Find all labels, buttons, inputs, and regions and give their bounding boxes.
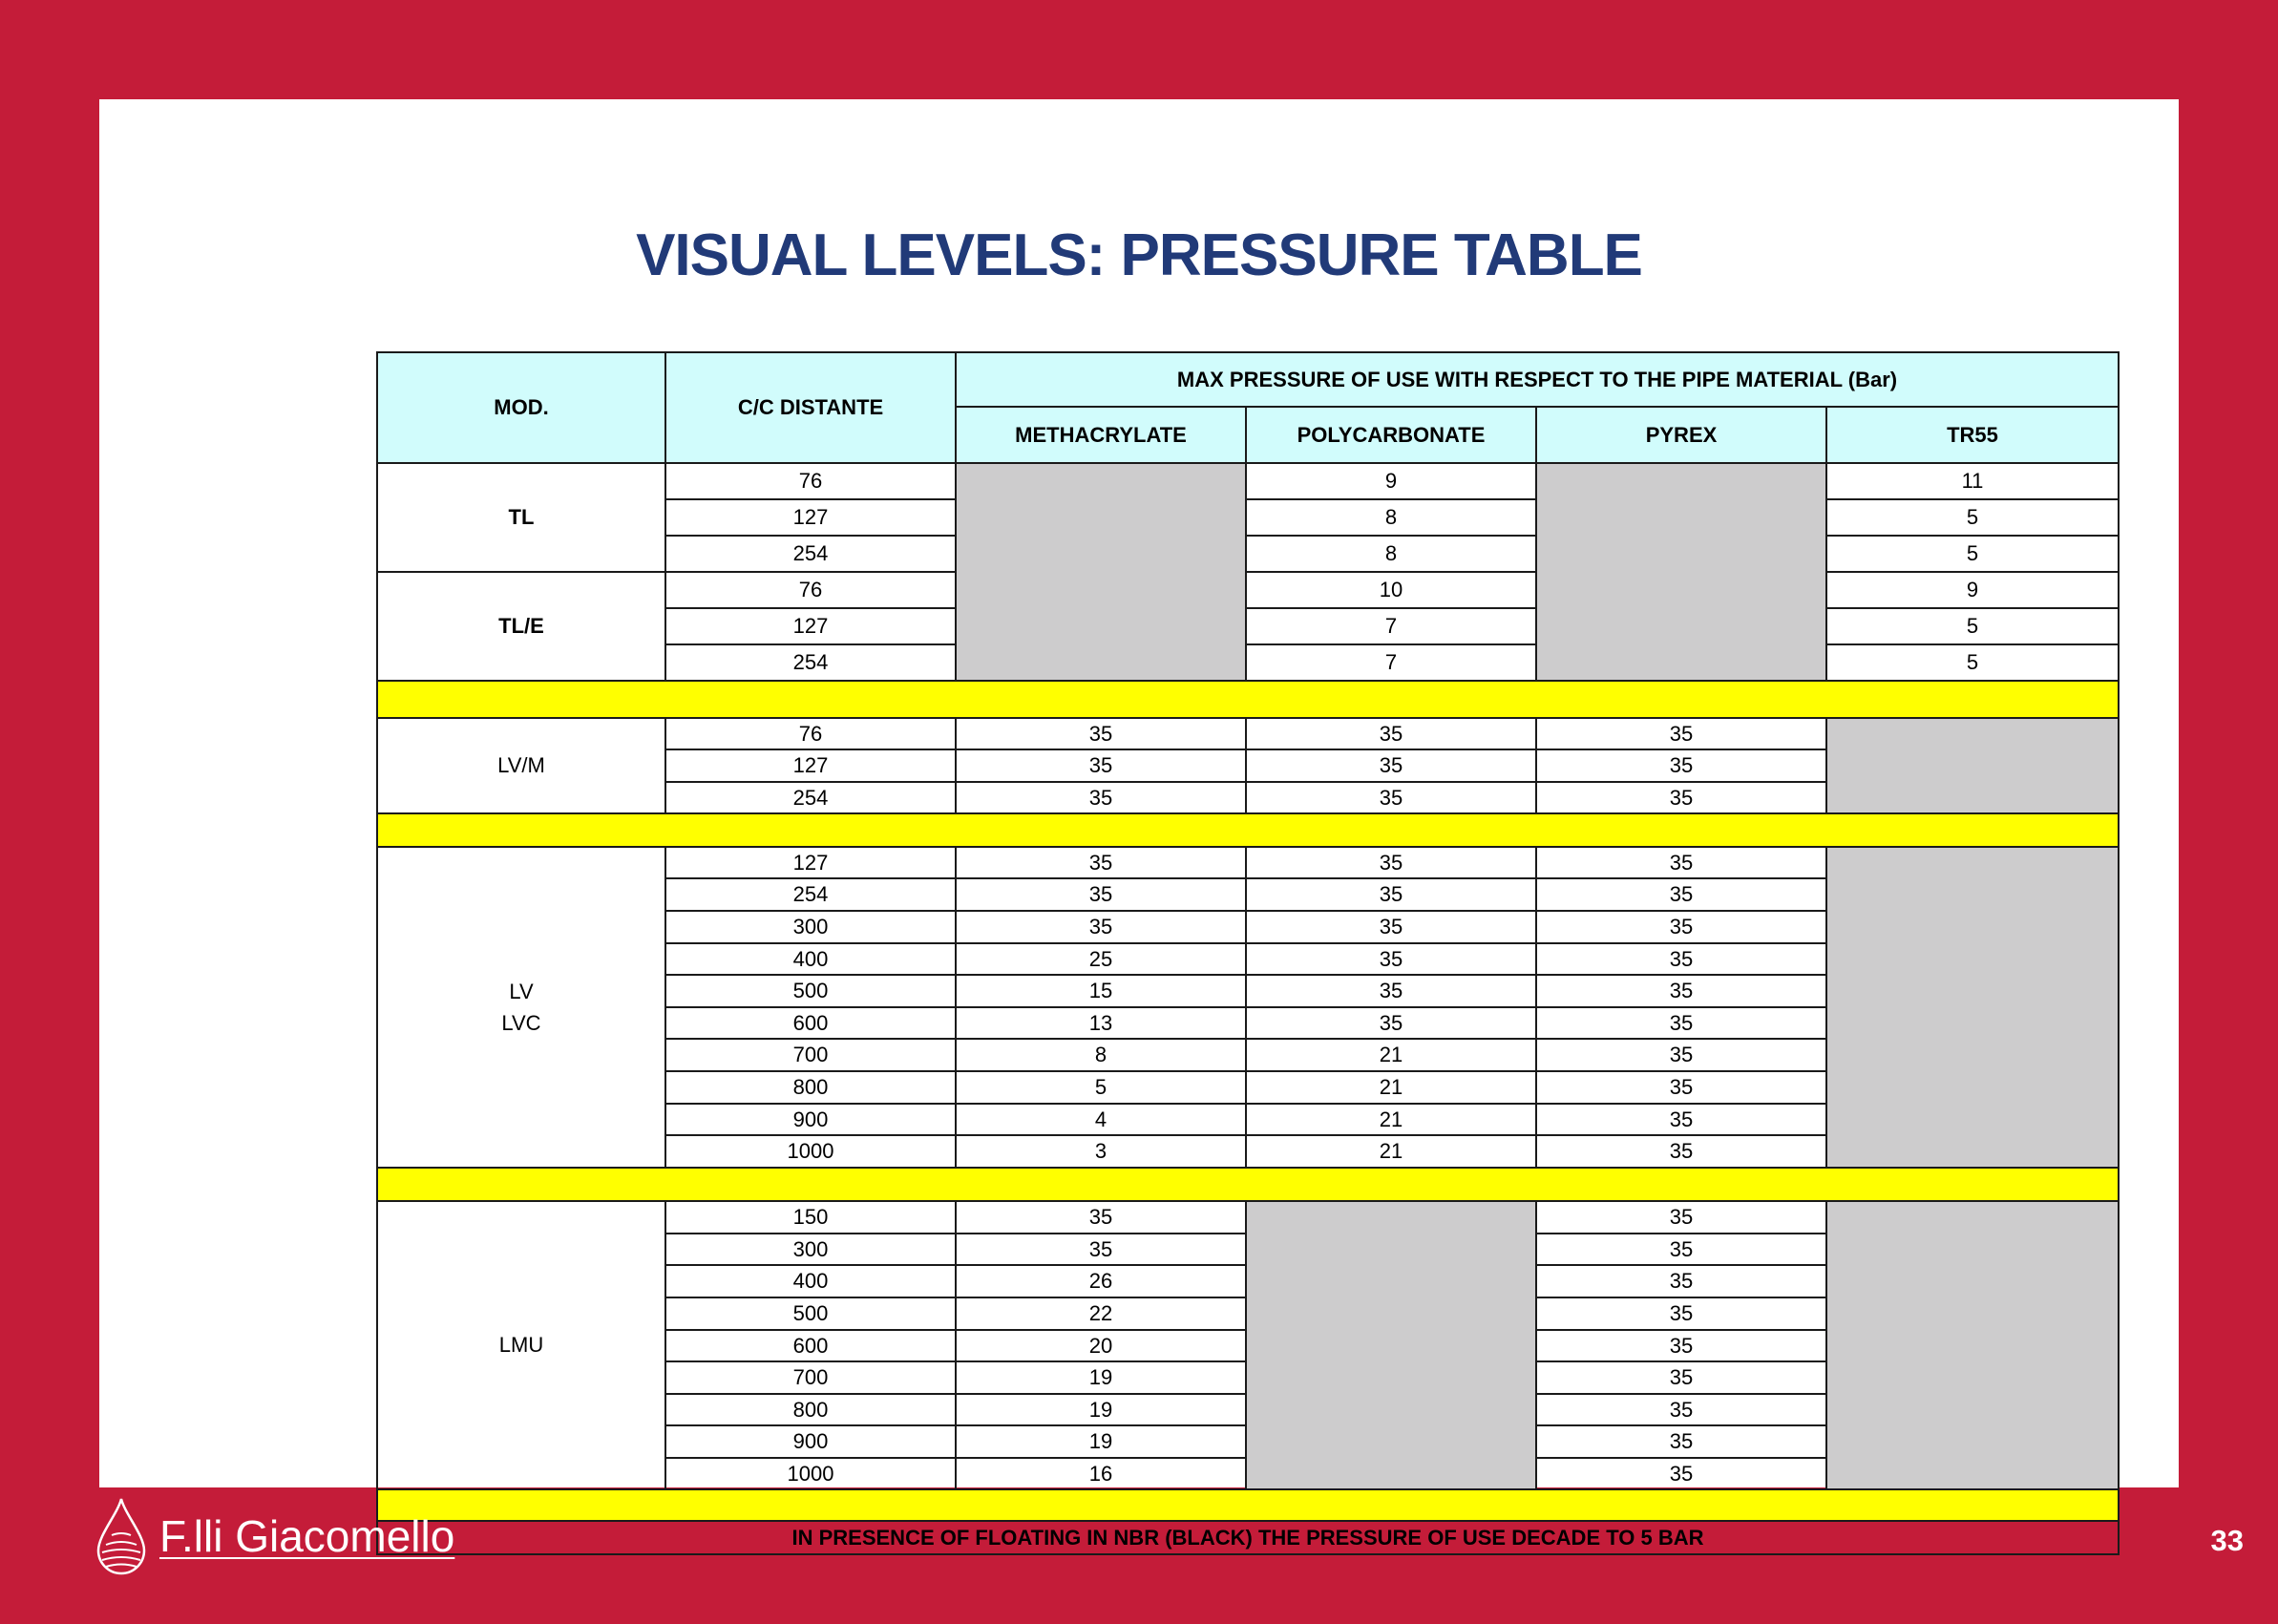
pyrex-cell: 35 — [1536, 1234, 1826, 1265]
meth-cell: 35 — [956, 749, 1246, 782]
cc-cell: 127 — [665, 499, 956, 536]
pyrex-cell: 35 — [1536, 749, 1826, 782]
na-cell — [1536, 463, 1826, 681]
mod-cell: LV/M — [377, 718, 665, 813]
cc-cell: 76 — [665, 572, 956, 608]
mod-cell: LMU — [377, 1201, 665, 1489]
cc-cell: 76 — [665, 718, 956, 749]
poly-cell: 21 — [1246, 1104, 1536, 1135]
table-row — [377, 1201, 2119, 1234]
cc-cell: 600 — [665, 1007, 956, 1039]
pyrex-cell: 35 — [1536, 1201, 1826, 1234]
meth-cell: 8 — [956, 1039, 1246, 1071]
cc-cell: 700 — [665, 1361, 956, 1394]
meth-cell: 19 — [956, 1361, 1246, 1394]
header-pyrex: PYREX — [1536, 407, 1826, 463]
poly-cell: 35 — [1246, 878, 1536, 911]
meth-cell: 35 — [956, 1201, 1246, 1234]
header-methacrylate: METHACRYLATE — [956, 407, 1246, 463]
cc-cell: 900 — [665, 1104, 956, 1135]
cc-cell: 500 — [665, 1297, 956, 1330]
table-row — [377, 572, 2119, 608]
pyrex-cell: 35 — [1536, 847, 1826, 878]
meth-cell: 35 — [956, 718, 1246, 749]
pyrex-cell: 35 — [1536, 1039, 1826, 1071]
page-number: 33 — [2210, 1524, 2244, 1557]
meth-cell: 15 — [956, 975, 1246, 1007]
meth-cell: 19 — [956, 1394, 1246, 1425]
mod-cell: TL — [377, 463, 665, 572]
separator-row — [377, 1489, 2119, 1521]
table-row — [377, 463, 2119, 499]
poly-cell: 35 — [1246, 782, 1536, 813]
cc-cell: 254 — [665, 782, 956, 813]
poly-cell: 10 — [1246, 572, 1536, 608]
cc-cell: 800 — [665, 1394, 956, 1425]
cc-cell: 76 — [665, 463, 956, 499]
brand-logo — [96, 1505, 454, 1568]
poly-cell: 8 — [1246, 536, 1536, 572]
tr55-cell: 9 — [1826, 572, 2119, 608]
footnote-row — [377, 1521, 2119, 1554]
pyrex-cell: 35 — [1536, 1394, 1826, 1425]
pyrex-cell: 35 — [1536, 1297, 1826, 1330]
poly-cell: 21 — [1246, 1039, 1536, 1071]
meth-cell: 16 — [956, 1458, 1246, 1489]
header-mod: MOD. — [377, 352, 665, 463]
cc-cell: 300 — [665, 911, 956, 943]
pyrex-cell: 35 — [1536, 878, 1826, 911]
drop-logo-icon — [96, 1497, 146, 1575]
meth-cell: 35 — [956, 847, 1246, 878]
na-cell — [1826, 718, 2119, 813]
meth-cell: 35 — [956, 911, 1246, 943]
tr55-cell: 5 — [1826, 608, 2119, 644]
cc-cell: 500 — [665, 975, 956, 1007]
poly-cell: 7 — [1246, 608, 1536, 644]
table-row — [377, 847, 2119, 878]
meth-cell: 35 — [956, 782, 1246, 813]
meth-cell: 20 — [956, 1330, 1246, 1361]
tr55-cell: 5 — [1826, 644, 2119, 681]
cc-cell: 400 — [665, 1265, 956, 1297]
cc-cell: 254 — [665, 644, 956, 681]
pyrex-cell: 35 — [1536, 782, 1826, 813]
meth-cell: 13 — [956, 1007, 1246, 1039]
header-tr55: TR55 — [1826, 407, 2119, 463]
poly-cell: 35 — [1246, 975, 1536, 1007]
poly-cell: 35 — [1246, 718, 1536, 749]
header-cc: C/C DISTANTE — [665, 352, 956, 463]
pyrex-cell: 35 — [1536, 943, 1826, 975]
cc-cell: 127 — [665, 608, 956, 644]
separator-row — [377, 813, 2119, 847]
mod-label: LV — [509, 980, 534, 1003]
cc-cell: 150 — [665, 1201, 956, 1234]
cc-cell: 1000 — [665, 1458, 956, 1489]
meth-cell: 26 — [956, 1265, 1246, 1297]
cc-cell: 254 — [665, 878, 956, 911]
poly-cell: 9 — [1246, 463, 1536, 499]
poly-cell: 8 — [1246, 499, 1536, 536]
meth-cell: 3 — [956, 1135, 1246, 1168]
table-row — [377, 718, 2119, 749]
pyrex-cell: 35 — [1536, 718, 1826, 749]
pressure-table — [376, 351, 2120, 1555]
mod-label: LVC — [501, 1011, 541, 1035]
cc-cell: 254 — [665, 536, 956, 572]
cc-cell: 300 — [665, 1234, 956, 1265]
pyrex-cell: 35 — [1536, 1330, 1826, 1361]
meth-cell: 25 — [956, 943, 1246, 975]
meth-cell: 4 — [956, 1104, 1246, 1135]
poly-cell: 7 — [1246, 644, 1536, 681]
separator-row — [377, 681, 2119, 718]
page-title: VISUAL LEVELS: PRESSURE TABLE — [636, 222, 1642, 288]
meth-cell: 22 — [956, 1297, 1246, 1330]
pyrex-cell: 35 — [1536, 975, 1826, 1007]
cc-cell: 600 — [665, 1330, 956, 1361]
meth-cell: 19 — [956, 1425, 1246, 1458]
separator-row — [377, 1168, 2119, 1201]
poly-cell: 35 — [1246, 1007, 1536, 1039]
poly-cell: 21 — [1246, 1135, 1536, 1168]
pyrex-cell: 35 — [1536, 1071, 1826, 1104]
pyrex-cell: 35 — [1536, 1265, 1826, 1297]
poly-cell: 35 — [1246, 943, 1536, 975]
cc-cell: 127 — [665, 847, 956, 878]
mod-cell: TL/E — [377, 572, 665, 681]
pyrex-cell: 35 — [1536, 1425, 1826, 1458]
mod-cell — [377, 847, 665, 1168]
cc-cell: 700 — [665, 1039, 956, 1071]
tr55-cell: 5 — [1826, 499, 2119, 536]
cc-cell: 127 — [665, 749, 956, 782]
na-cell — [1826, 847, 2119, 1168]
meth-cell: 5 — [956, 1071, 1246, 1104]
pyrex-cell: 35 — [1536, 1135, 1826, 1168]
header-polycarbonate: POLYCARBONATE — [1246, 407, 1536, 463]
pyrex-cell: 35 — [1536, 911, 1826, 943]
cc-cell: 900 — [665, 1425, 956, 1458]
cc-cell: 800 — [665, 1071, 956, 1104]
tr55-cell: 5 — [1826, 536, 2119, 572]
cc-cell: 1000 — [665, 1135, 956, 1168]
na-cell — [956, 463, 1246, 681]
meth-cell: 35 — [956, 1234, 1246, 1265]
pyrex-cell: 35 — [1536, 1458, 1826, 1489]
cc-cell: 400 — [665, 943, 956, 975]
pyrex-cell: 35 — [1536, 1361, 1826, 1394]
poly-cell: 21 — [1246, 1071, 1536, 1104]
na-cell — [1246, 1201, 1536, 1489]
na-cell — [1826, 1201, 2119, 1489]
meth-cell: 35 — [956, 878, 1246, 911]
pyrex-cell: 35 — [1536, 1007, 1826, 1039]
brand-name: F.lli Giacomello — [159, 1511, 455, 1561]
poly-cell: 35 — [1246, 749, 1536, 782]
tr55-cell: 11 — [1826, 463, 2119, 499]
poly-cell: 35 — [1246, 847, 1536, 878]
poly-cell: 35 — [1246, 911, 1536, 943]
header-group: MAX PRESSURE OF USE WITH RESPECT TO THE PIPE MATERIAL (Bar) — [956, 352, 2119, 407]
pyrex-cell: 35 — [1536, 1104, 1826, 1135]
footnote: IN PRESENCE OF FLOATING IN NBR (BLACK) THE PRESSURE OF USE DECADE TO 5 BAR — [377, 1521, 2119, 1554]
